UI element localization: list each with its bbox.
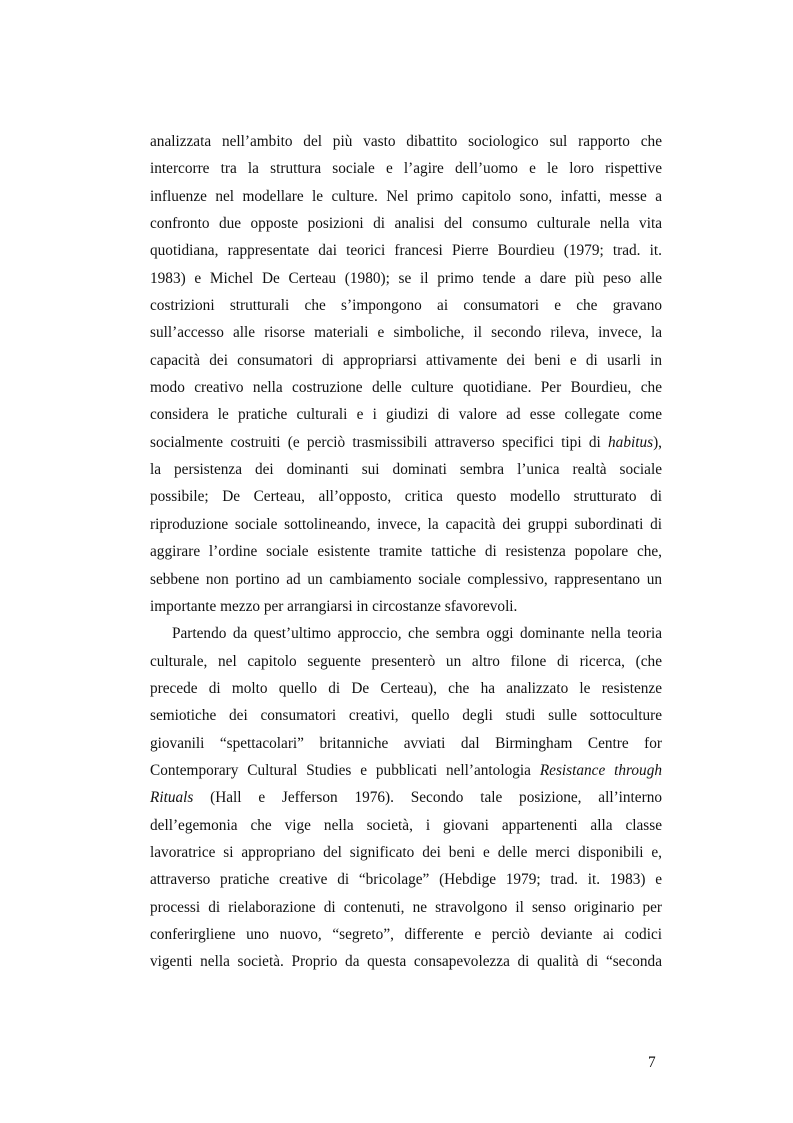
text-line [150, 401, 662, 428]
italic-text: Resistance through [539, 761, 662, 779]
body-text [150, 128, 662, 976]
text-segment: ), [653, 433, 662, 451]
text-segment: modo creativo nella costruzione delle culture quotidiane. Per Bourdieu, che [150, 379, 662, 397]
text-line [150, 812, 662, 839]
text-segment: influenze nel modellare le culture. Nel primo capitolo sono, infatti, messe a [150, 187, 662, 205]
text-line [150, 566, 662, 593]
text-segment: la persistenza dei dominanti sui dominati sembra l’unica realtà sociale [150, 461, 662, 479]
text-line [150, 319, 662, 346]
text-segment: (Hall e Jefferson 1976). Secondo tale posizione, all’interno [193, 789, 662, 807]
text-segment: socialmente costruiti (e perciò trasmissibili attraverso specifici tipi di [150, 433, 609, 451]
text-segment: capacità dei consumatori di appropriarsi attivamente dei beni e di usarli in [150, 351, 662, 369]
paragraph [150, 128, 662, 620]
text-segment: importante mezzo per arrangiarsi in circostanze sfavorevoli. [150, 597, 518, 615]
text-line [150, 456, 662, 483]
text-segment: lavoratrice si appropriano del significato dei beni e delle merci disponibili e, [150, 843, 662, 861]
text-line [150, 292, 662, 319]
text-line [150, 265, 662, 292]
text-segment: dell’egemonia che vige nella società, i giovani appartenenti alla classe [150, 816, 662, 834]
text-line [150, 894, 662, 921]
text-line [150, 620, 662, 647]
italic-text: habitus [608, 433, 654, 451]
text-line [150, 374, 662, 401]
text-line [150, 675, 662, 702]
text-segment: processi di rielaborazione di contenuti, ne stravolgono il senso originario per [150, 898, 662, 916]
text-segment: attraverso pratiche creative di “bricolage” (Hebdige 1979; trad. it. 1983) e [150, 871, 662, 889]
text-segment: sebbene non portino ad un cambiamento sociale complessivo, rappresentano un [150, 570, 662, 588]
text-segment: aggirare l’ordine sociale esistente tramite tattiche di resistenza popolare che, [150, 543, 662, 561]
text-segment: vigenti nella società. Proprio da questa consapevolezza di qualità di “seconda [150, 953, 662, 971]
text-segment: semiotiche dei consumatori creativi, quello degli studi sulle sottoculture [150, 707, 662, 725]
text-segment: quotidiana, rappresentate dai teorici francesi Pierre Bourdieu (1979; trad. it. [150, 242, 662, 260]
text-line [150, 948, 662, 975]
text-segment: precede di molto quello di De Certeau), che ha analizzato le resistenze [150, 679, 662, 697]
text-line [150, 347, 662, 374]
text-segment: conferirgliene uno nuovo, “segreto”, differente e perciò deviante ai codici [150, 925, 662, 943]
italic-text: Rituals [150, 789, 194, 807]
text-segment: possibile; De Certeau, all’opposto, critica questo modello strutturato di [150, 488, 662, 506]
text-line [150, 128, 662, 155]
text-line [150, 839, 662, 866]
text-line [150, 237, 662, 264]
paragraph [150, 620, 662, 975]
text-line [150, 483, 662, 510]
text-line [150, 648, 662, 675]
text-line [150, 183, 662, 210]
text-segment: intercorre tra la struttura sociale e l’agire dell’uomo e le loro rispettive [150, 160, 662, 178]
text-line [150, 155, 662, 182]
text-segment: sull’accesso alle risorse materiali e simboliche, il secondo rileva, invece, la [150, 324, 662, 342]
text-line [150, 757, 662, 784]
text-segment: culturale, nel capitolo seguente presenterò un altro filone di ricerca, (che [150, 652, 662, 670]
text-segment: analizzata nell’ambito del più vasto dibattito sociologico sul rapporto che [150, 133, 662, 150]
text-line [150, 784, 662, 811]
text-segment: confronto due opposte posizioni di analisi del consumo culturale nella vita [150, 215, 662, 233]
text-line [150, 921, 662, 948]
text-line [150, 866, 662, 893]
text-line [150, 538, 662, 565]
text-line [150, 210, 662, 237]
text-segment: 1983) e Michel De Certeau (1980); se il primo tende a dare più peso alle [150, 269, 662, 287]
text-segment: Partendo da quest’ultimo approccio, che sembra oggi dominante nella teoria [172, 625, 662, 643]
text-line [150, 429, 662, 456]
text-segment: costrizioni strutturali che s’impongono ai consumatori e che gravano [150, 297, 662, 315]
text-segment: Contemporary Cultural Studies e pubblicati nell’antologia [150, 761, 540, 779]
text-line [150, 511, 662, 538]
page-number: 7 [648, 1054, 656, 1071]
text-line [150, 593, 662, 620]
text-line [150, 730, 662, 757]
text-segment: giovanili “spettacolari” britanniche avviati dal Birmingham Centre for [150, 734, 662, 752]
text-line [150, 702, 662, 729]
text-segment: riproduzione sociale sottolineando, invece, la capacità dei gruppi subordinati di [150, 515, 662, 533]
text-segment: considera le pratiche culturali e i giudizi di valore ad esse collegate come [150, 406, 662, 424]
